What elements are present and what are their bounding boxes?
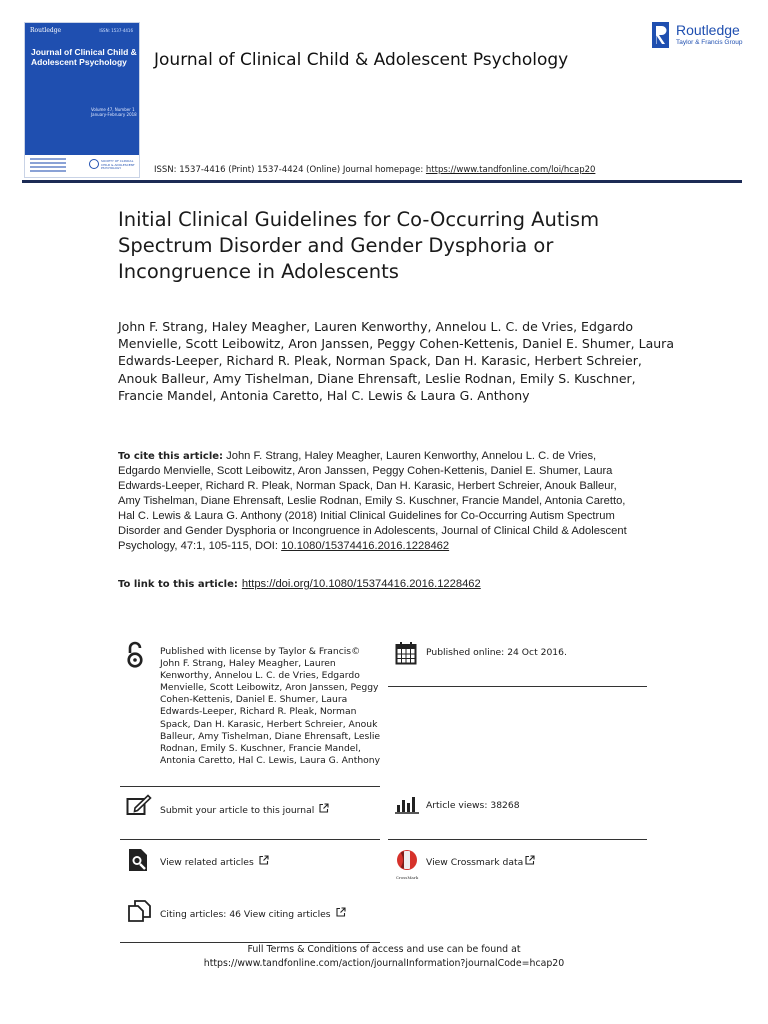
header-divider [22, 180, 742, 183]
published-online: Published online: 24 Oct 2016. [426, 647, 567, 658]
citation-block [118, 449, 638, 554]
citing-articles-label: Citing articles: 46 View citing articles [160, 909, 331, 920]
external-link-icon [259, 855, 269, 865]
submit-article-link[interactable] [160, 803, 329, 817]
cover-text-lines [30, 158, 70, 174]
crossmark-icon [393, 849, 421, 871]
submit-article-label: Submit your article to this journal [160, 805, 315, 816]
crossmark-logo [393, 849, 421, 879]
citation-doi-link[interactable]: 10.1080/15374416.2016.1228462 [281, 540, 450, 552]
article-views: Article views: 38268 [426, 800, 520, 811]
external-link-icon [525, 855, 535, 865]
external-link-icon [319, 803, 329, 813]
divider [120, 839, 380, 840]
citing-articles-link[interactable] [160, 907, 346, 921]
issn-line [154, 165, 595, 175]
cover-issn: ISSN: 1537-4416 [99, 28, 133, 33]
journal-title: Journal of Clinical Child & Adolescent Psychology [154, 50, 569, 70]
citing-articles-icon [127, 899, 153, 923]
journal-cover-image [24, 22, 140, 178]
related-articles-label: View related articles [160, 857, 254, 868]
routledge-r-icon [652, 22, 669, 48]
society-seal-icon [89, 159, 99, 169]
open-access-icon [126, 641, 144, 669]
cover-society: SOCIETY OF CLINICAL CHILD & ADOLESCENT PSYCHOLOGY [101, 159, 135, 170]
divider [388, 839, 647, 840]
footer-terms [0, 943, 768, 971]
related-articles-icon [128, 848, 150, 872]
cover-title: Journal of Clinical Child & Adolescent Psychology [31, 47, 137, 67]
related-articles-link[interactable] [160, 855, 269, 869]
bar-chart-icon [395, 796, 419, 814]
cover-volume: Volume 47, Number 1 January-February 2018 [91, 107, 137, 117]
article-link-label: To link to this article: [118, 579, 238, 590]
crossmark-label: View Crossmark data [426, 857, 524, 868]
cover-banner [25, 23, 139, 155]
article-title: Initial Clinical Guidelines for Co-Occurring Autism Spectrum Disorder and Gender Dysphoria or Incongruence in Adolescents [118, 208, 600, 283]
footer-terms-text: Full Terms & Conditions of access and use can be found at [247, 944, 521, 955]
license-text: Published with license by Taylor & Francis© John F. Strang, Haley Meagher, Lauren Kenworthy, Annelou L. C. de Vries, Edgardo Menvielle, Scott Leibowitz, Aron Janssen, Peggy Cohen-Kettenis, Daniel E. Shumer, Laura Edwards-Leeper, Richard R. Pleak, Norman Spack, Dan H. Karasic, Herbert Schreier, Anouk Balleur, Amy Tishelman, Diane Ehrensaft, Leslie Rodnan, Emily S. Kuschner, Francie Mandel, Antonia Caretto, Hal C. Lewis, Laura G. Anthony [160, 646, 381, 766]
crossmark-link[interactable] [426, 855, 535, 869]
publisher-subtitle: Taylor & Francis Group [676, 39, 743, 46]
journal-homepage-link[interactable]: https://www.tandfonline.com/loi/hcap20 [425, 165, 596, 175]
divider [388, 686, 647, 687]
cover-brand: Routledge [30, 27, 62, 34]
divider [120, 786, 380, 787]
article-link-line [118, 578, 481, 590]
citation-label: To cite this article: [118, 451, 224, 462]
citation-text: John F. Strang, Haley Meagher, Lauren Kenworthy, Annelou L. C. de Vries, Edgardo Menvielle, Scott Leibowitz, Aron Janssen, Peggy Cohen-Kettenis, Daniel E. Shumer, Laura Edwards-Leeper, Richard R. Pleak, Norman Spack, Dan H. Karasic, Herbert Schreier, Anouk Balleur, Amy Tishelman, Diane Ehrensaft, Leslie Rodnan, Emily S. Kuschner, Francie Mandel, Antonia Caretto, Hal C. Lewis & Laura G. Anthony (2018) Initial Clinical Guidelines for Co-Occurring Autism Spectrum Disorder and Gender Dysphoria or Incongruence in Adolescents, Journal of Clinical Child & Adolescent Psychology, 47:1, 105-115, DOI: [118, 450, 627, 552]
article-doi-url[interactable]: https://doi.org/10.1080/15374416.2016.1228462 [241, 578, 481, 590]
cover-footer [25, 155, 139, 179]
crossmark-logo-text: CrossMark [395, 875, 419, 880]
calendar-icon [395, 641, 417, 665]
article-authors: John F. Strang, Haley Meagher, Lauren Kenworthy, Annelou L. C. de Vries, Edgardo Menvielle, Scott Leibowitz, Aron Janssen, Peggy Cohen-Kettenis, Daniel E. Shumer, Laura Edwards-Leeper, Richard R. Pleak, Norman Spack, Dan H. Karasic, Herbert Schreier, Anouk Balleur, Amy Tishelman, Diane Ehrensaft, Leslie Rodnan, Emily S. Kuschner, Francie Mandel, Antonia Caretto, Hal C. Lewis & Laura G. Anthony [118, 319, 674, 403]
footer-terms-link[interactable]: https://www.tandfonline.com/action/journalInformation?journalCode=hcap20 [203, 958, 565, 969]
issn-text: ISSN: 1537-4416 (Print) 1537-4424 (Online) Journal homepage: [154, 165, 426, 175]
submit-article-icon [126, 794, 152, 816]
publisher-logo[interactable] [652, 20, 752, 52]
external-link-icon [336, 907, 346, 917]
publisher-name: Routledge [676, 22, 740, 38]
